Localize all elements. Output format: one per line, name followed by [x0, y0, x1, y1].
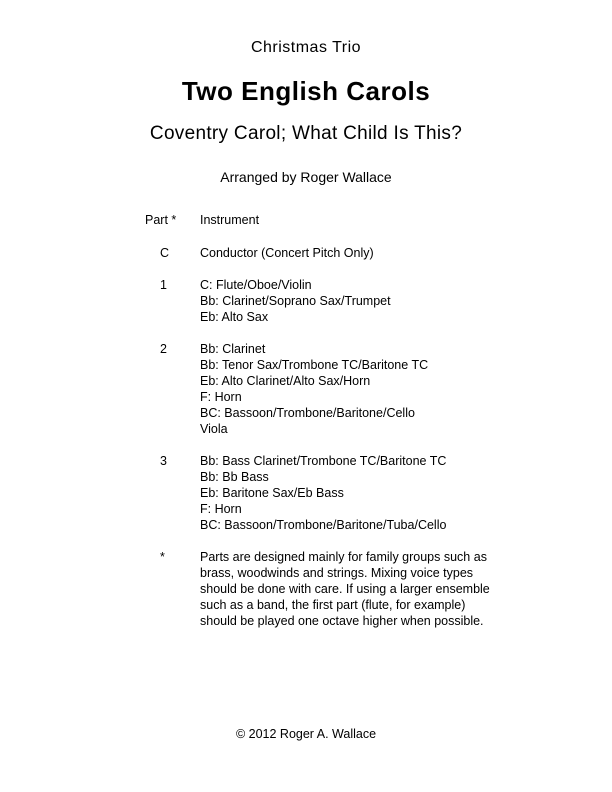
instrument-line: Eb: Alto Sax — [200, 310, 269, 324]
main-title: Two English Carols — [181, 76, 431, 106]
instrument-line: Bb: Clarinet/Soprano Sax/Trumpet — [200, 294, 391, 308]
part-label: * — [160, 550, 165, 564]
instrument-list — [200, 245, 552, 261]
table-row — [145, 453, 552, 533]
instrument-line: Bb: Bass Clarinet/Trombone TC/Baritone TC — [200, 454, 447, 468]
instrument-list — [200, 277, 552, 325]
table-row — [145, 245, 552, 261]
part-label: 2 — [160, 342, 167, 356]
instrumentation-table — [145, 212, 552, 629]
instrument-line: BC: Bassoon/Trombone/Baritone/Tuba/Cello — [200, 518, 447, 532]
instrument-list — [200, 341, 552, 437]
title-block — [0, 0, 612, 186]
instrument-line: Conductor (Concert Pitch Only) — [200, 246, 374, 260]
instrument-line: F: Horn — [200, 502, 242, 516]
instrument-line: C: Flute/Oboe/Violin — [200, 278, 312, 292]
table-row — [145, 277, 552, 325]
instrument-line: Viola — [200, 422, 228, 436]
instrument-line: Eb: Alto Clarinet/Alto Sax/Horn — [200, 374, 371, 388]
table-header-row — [145, 212, 552, 228]
instrument-list — [200, 453, 552, 533]
copyright-notice: © 2012 Roger A. Wallace — [235, 727, 377, 741]
footnote-text — [200, 549, 492, 629]
part-label: 1 — [160, 278, 167, 292]
column-header-part: Part * — [145, 213, 177, 227]
instrument-line: F: Horn — [200, 390, 242, 404]
arranger-credit: Arranged by Roger Wallace — [220, 169, 392, 185]
column-header-instrument: Instrument — [200, 213, 260, 227]
table-rows — [145, 245, 552, 629]
subtitle: Coventry Carol; What Child Is This? — [149, 123, 463, 144]
instrument-line: Parts are designed mainly for family groups such as brass, woodwinds and strings. Mixing voice types should be done with care. If using a larger ensemble such as a band, the first part (flute, for example) should be played one octave higher when possible. — [200, 550, 490, 628]
instrument-line: Eb: Baritone Sax/Eb Bass — [200, 486, 344, 500]
table-row — [145, 341, 552, 437]
series-title: Christmas Trio — [250, 39, 362, 56]
instrument-line: BC: Bassoon/Trombone/Baritone/Cello — [200, 406, 415, 420]
instrument-line: Bb: Tenor Sax/Trombone TC/Baritone TC — [200, 358, 429, 372]
table-row — [145, 549, 552, 629]
instrument-line: Bb: Bb Bass — [200, 470, 269, 484]
part-label: C — [160, 246, 170, 260]
part-label: 3 — [160, 454, 167, 468]
instrument-line: Bb: Clarinet — [200, 342, 266, 356]
